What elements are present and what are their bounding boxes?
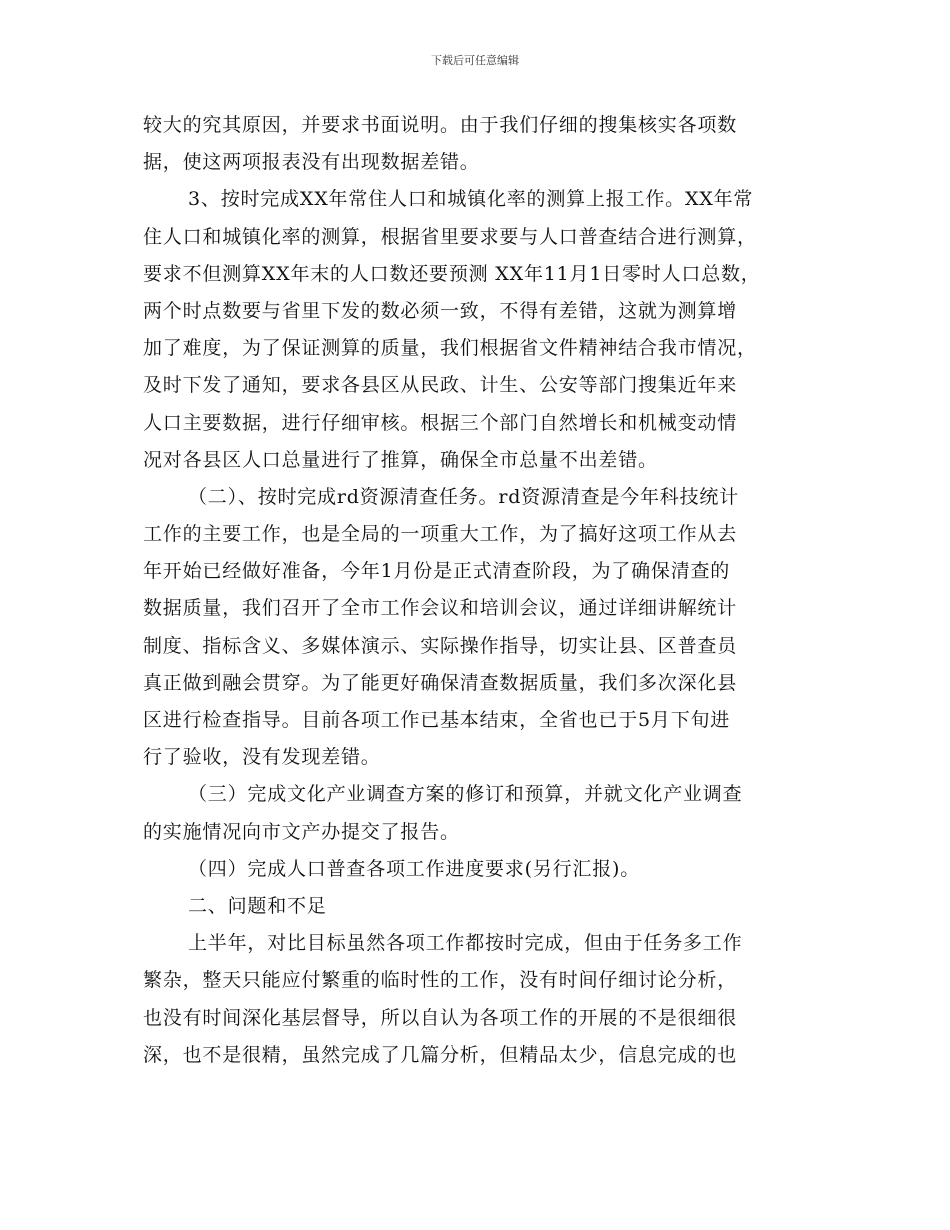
paragraph-line: 真正做到融会贯穿。为了能更好确保清查数据质量，我们多次深化县 bbox=[143, 671, 738, 694]
paragraph-line: 数据质量，我们召开了全市工作会议和培训会议，通过详细讲解统计 bbox=[143, 597, 738, 620]
paragraph-line: 年开始已经做好准备，今年1月份是正式清查阶段，为了确保清查的 bbox=[143, 560, 731, 583]
paragraph-line: 据，使这两项报表没有出现数据差错。 bbox=[143, 151, 480, 174]
paragraph-line: 3、按时完成XX年常住人口和城镇化率的测算上报工作。XX年常 bbox=[188, 188, 754, 211]
body-text bbox=[143, 107, 818, 1074]
paragraph-line: 繁杂，整天只能应付繁重的临时性的工作，没有时间仔细讨论分析， bbox=[143, 969, 738, 992]
paragraph-line: 也没有时间深化基层督导，所以自认为各项工作的开展的不是很细很 bbox=[143, 1006, 738, 1029]
paragraph-line: 加了难度，为了保证测算的质量，我们根据省文件精神结合我市情况， bbox=[143, 337, 757, 360]
header-note: 下载后可任意编辑 bbox=[431, 54, 519, 67]
paragraph-line: 工作的主要工作，也是全局的一项重大工作，为了搞好这项工作从去 bbox=[143, 523, 738, 546]
section-heading: 二、问题和不足 bbox=[188, 894, 327, 917]
paragraph-line: （二）、按时完成rd资源清查任务。rd资源清查是今年科技统计 bbox=[188, 485, 739, 508]
paragraph-line: （四）完成人口普查各项工作进度要求(另行汇报)。 bbox=[188, 857, 641, 880]
paragraph-line: 两个时点数要与省里下发的数必须一致，不得有差错，这就为测算增 bbox=[143, 299, 738, 322]
paragraph-line: 况对各县区人口总量进行了推算，确保全市总量不出差错。 bbox=[143, 448, 658, 471]
paragraph-line: 的实施情况向市文产办提交了报告。 bbox=[143, 820, 460, 843]
paragraph-line: 及时下发了通知，要求各县区从民政、计生、公安等部门搜集近年来 bbox=[143, 374, 738, 397]
paragraph-line: 住人口和城镇化率的测算，根据省里要求要与人口普查结合进行测算， bbox=[143, 225, 757, 248]
paragraph-line: （三）完成文化产业调查方案的修订和预算，并就文化产业调查 bbox=[188, 783, 743, 806]
paragraph-line: 上半年，对比目标虽然各项工作都按时完成，但由于任务多工作 bbox=[188, 932, 743, 955]
paragraph-line: 较大的究其原因，并要求书面说明。由于我们仔细的搜集核实各项数 bbox=[143, 114, 738, 136]
paragraph-line: 制度、指标含义、多媒体演示、实际操作指导，切实让县、区普查员 bbox=[143, 634, 738, 657]
paragraph-line: 区进行检查指导。目前各项工作已基本结束，全省也已于5月下旬进 bbox=[143, 709, 731, 731]
paragraph-line: 要求不但测算XX年末的人口数还要预测 XX年11月1日零时人口总数， bbox=[143, 262, 761, 285]
paragraph-line: 深，也不是很精，虽然完成了几篇分析，但精品太少，信息完成的也 bbox=[143, 1043, 738, 1066]
paragraph-line: 人口主要数据，进行仔细审核。根据三个部门自然增长和机械变动情 bbox=[143, 411, 738, 434]
paragraph-line: 行了验收，没有发现差错。 bbox=[143, 746, 381, 769]
